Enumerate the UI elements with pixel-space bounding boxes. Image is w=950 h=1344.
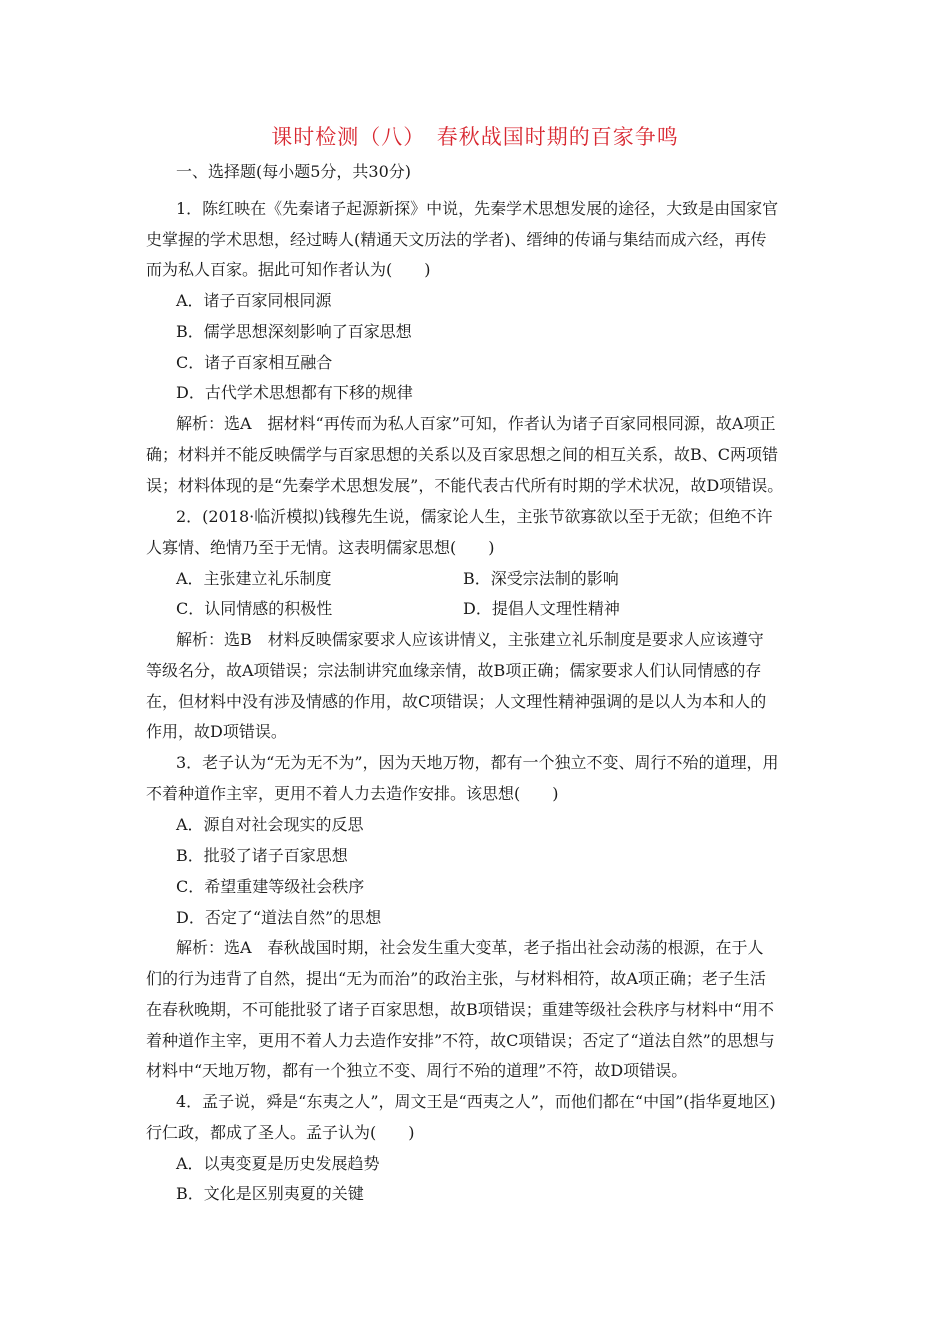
q3-option-b: B．批驳了诸子百家思想 — [176, 846, 348, 865]
q3-stem-line-2: 不着种道作主宰，更用不着人力去造作安排。该思想( ) — [146, 784, 559, 803]
q3-stem-line-1: 3．老子认为“无为无不为”，因为天地万物，都有一个独立不变、周行不殆的道理，用 — [176, 753, 779, 772]
page-title: 课时检测（八） 春秋战国时期的百家争鸣 — [271, 125, 679, 149]
q2-option-b: B．深受宗法制的影响 — [463, 569, 619, 588]
q3-option-d: D．否定了“道法自然”的思想 — [176, 908, 382, 927]
q4-stem-line-1: 4．孟子说，舜是“东夷之人”，周文王是“西夷之人”，而他们都在“中国”(指华夏地区) — [176, 1092, 776, 1111]
q2-analysis-line-1: 解析：选B 材料反映儒家要求人应该讲情义，主张建立礼乐制度是要求人应该遵守 — [176, 630, 764, 649]
q4-stem-line-2: 行仁政，都成了圣人。孟子认为( ) — [146, 1123, 415, 1142]
q1-stem-line-1: 1．陈红映在《先秦诸子起源新探》中说，先秦学术思想发展的途径，大致是由国家官 — [176, 199, 779, 218]
q3-option-a: A．源自对社会现实的反思 — [176, 815, 364, 834]
q2-stem-line-1: 2．(2018·临沂模拟)钱穆先生说，儒家论人生，主张节欲寡欲以至于无欲；但绝不许 — [176, 507, 773, 526]
q3-analysis-line-1: 解析：选A 春秋战国时期，社会发生重大变革，老子指出社会动荡的根源，在于人 — [176, 938, 764, 957]
q2-analysis-line-4: 作用，故D项错误。 — [146, 722, 287, 741]
q1-option-a: A．诸子百家同根同源 — [176, 291, 332, 310]
q1-analysis-line-1: 解析：选A 据材料“再传而为私人百家”可知，作者认为诸子百家同根同源，故A项正 — [176, 414, 776, 433]
q1-stem-line-2: 史掌握的学术思想，经过畴人(精通天文历法的学者)、缙绅的传诵与集结而成六经，再传 — [146, 230, 767, 249]
q2-stem-line-2: 人寡情、绝情乃至于无情。这表明儒家思想( ) — [146, 538, 495, 557]
q1-stem-line-3: 而为私人百家。据此可知作者认为( ) — [146, 260, 431, 279]
q2-analysis-line-3: 在，但材料中没有涉及情感的作用，故C项错误；人文理性精神强调的是以人为本和人的 — [146, 692, 767, 711]
q2-option-a: A．主张建立礼乐制度 — [176, 569, 332, 588]
q3-analysis-line-4: 着种道作主宰，更用不着人力去造作安排”不符，故C项错误；否定了“道法自然”的思想与 — [146, 1031, 775, 1050]
q2-analysis-line-2: 等级名分，故A项错误；宗法制讲究血缘亲情，故B项正确；儒家要求人们认同情感的存 — [146, 661, 762, 680]
q3-analysis-line-2: 们的行为违背了自然，提出“无为而治”的政治主张，与材料相符，故A项正确；老子生活 — [146, 969, 766, 988]
q2-option-d: D．提倡人文理性精神 — [463, 599, 620, 618]
q2-option-c: C．认同情感的积极性 — [176, 599, 333, 618]
q3-analysis-line-5: 材料中“天地万物，都有一个独立不变、周行不殆的道理”不符，故D项错误。 — [146, 1061, 688, 1080]
q1-option-b: B．儒学思想深刻影响了百家思想 — [176, 322, 412, 341]
q1-analysis-line-3: 误；材料体现的是“先秦学术思想发展”，不能代表古代所有时期的学术状况，故D项错误。 — [146, 476, 784, 495]
q3-option-c: C．希望重建等级社会秩序 — [176, 877, 365, 896]
q3-analysis-line-3: 在春秋晚期，不可能批驳了诸子百家思想，故B项错误；重建等级社会秩序与材料中“用不 — [146, 1000, 774, 1019]
q1-option-d: D．古代学术思想都有下移的规律 — [176, 383, 413, 402]
q1-option-c: C．诸子百家相互融合 — [176, 353, 333, 372]
q1-analysis-line-2: 确；材料并不能反映儒学与百家思想的关系以及百家思想之间的相互关系，故B、C两项错 — [146, 445, 779, 464]
section-heading: 一、选择题(每小题5分，共30分) — [176, 162, 412, 181]
q4-option-b: B．文化是区别夷夏的关键 — [176, 1184, 364, 1203]
q4-option-a: A．以夷变夏是历史发展趋势 — [176, 1154, 380, 1173]
